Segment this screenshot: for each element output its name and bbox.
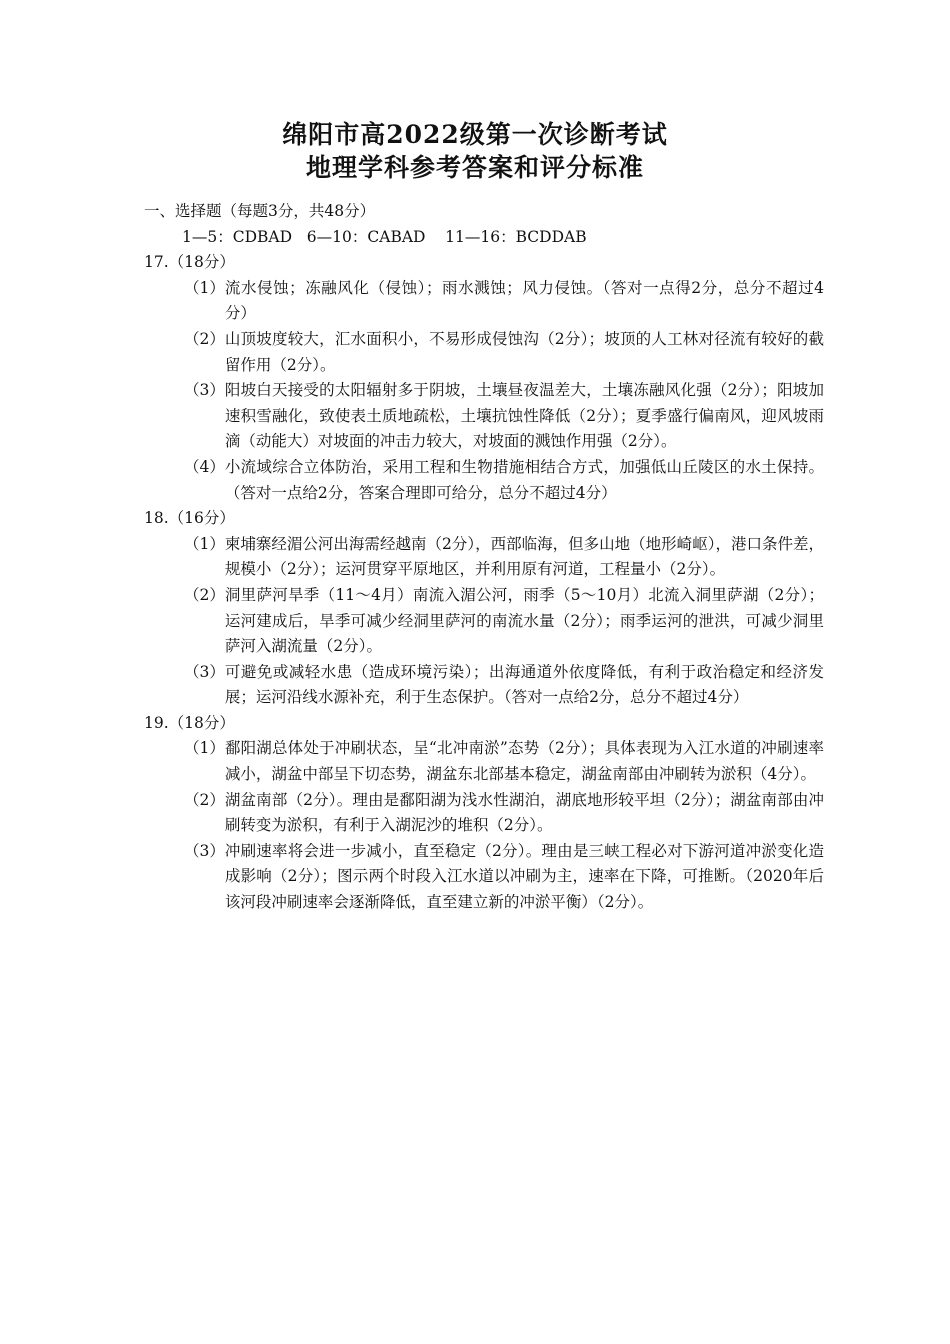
item-text: 鄱阳湖总体处于冲刷状态，呈“北冲南淤”态势（2分）；具体表现为入江水道的冲刷速率减小，湖盆中部呈下切态势，湖盆东北部基本稳定，湖盆南部由冲刷转为淤积（4分）。 (224, 739, 824, 784)
item-number: （3） (184, 381, 225, 400)
answer-item (144, 839, 824, 916)
item-number: （3） (184, 841, 225, 860)
answer-item (144, 455, 824, 506)
item-text: 可避免或减轻水患（造成环境污染）；出海通道外依度降低，有利于政治稳定和经济发展；运河沿线水源补充，利于生态保护。（答对一点给2分，总分不超过4分） (224, 662, 824, 707)
item-number: （2） (184, 329, 225, 348)
answer-item (144, 660, 824, 711)
item-text: 湖盆南部（2分）。理由是鄱阳湖为浅水性湖泊，湖底地形较平坦（2分）；湖盆南部由冲刷转变为淤积，有利于入湖泥沙的堆积（2分）。 (224, 790, 824, 835)
question-heading: 17.（18分） (144, 253, 235, 272)
item-number: （2） (184, 585, 225, 604)
page-subtitle: 地理学科参考答案和评分标准 (305, 153, 644, 182)
question-19 (144, 711, 824, 916)
item-text: 阳坡白天接受的太阳辐射多于阴坡，土壤昼夜温差大，土壤冻融风化强（2分）；阳坡加速积雪融化，致使表土质地疏松，土壤抗蚀性降低（2分）；夏季盛行偏南风，迎风坡雨滴（动能大）对坡面的冲击力较大，对坡面的溅蚀作用强（2分）。 (224, 381, 824, 451)
choice-answers: 1—5：CDBAD 6—10：CABAD 11—16：BCDDAB (182, 227, 587, 246)
item-text: 小流域综合立体防治，采用工程和生物措施相结合方式，加强低山丘陵区的水土保持。（答对一点给2分，答案合理即可给分，总分不超过4分） (224, 457, 824, 502)
answer-item (144, 276, 824, 327)
question-17 (144, 250, 824, 506)
question-heading: 19.（18分） (144, 713, 235, 732)
item-number: （3） (184, 662, 225, 681)
answer-item (144, 532, 824, 583)
item-text: 流水侵蚀；冻融风化（侵蚀）；雨水溅蚀；风力侵蚀。（答对一点得2分，总分不超过4分） (224, 278, 824, 323)
item-number: （2） (184, 790, 225, 809)
answer-item (144, 583, 824, 660)
item-text: 柬埔寨经湄公河出海需经越南（2分），西部临海，但多山地（地形崎岖），港口条件差，规模小（2分）；运河贯穿平原地区，并利用原有河道，工程量小（2分）。 (224, 534, 824, 579)
item-number: （1） (184, 278, 225, 297)
item-text: 冲刷速率将会进一步减小，直至稳定（2分）。理由是三峡工程必对下游河道冲淤变化造成影响（2分）；图示两个时段入江水道以冲刷为主，速率在下降，可推断。（2020年后该河段冲刷速率会逐渐降低，直至建立新的冲淤平衡）（2分）。 (224, 841, 824, 912)
answer-item (144, 378, 824, 455)
item-text: 洞里萨河旱季（11～4月）南流入湄公河，雨季（5～10月）北流入洞里萨湖（2分）；运河建成后，旱季可减少经洞里萨河的南流水量（2分）；雨季运河的泄洪，可减少洞里萨河入湖流量（2分）。 (224, 585, 824, 656)
answer-item (144, 788, 824, 839)
answer-item (144, 327, 824, 378)
item-number: （1） (184, 534, 225, 553)
item-number: （1） (184, 739, 225, 758)
answer-item (144, 736, 824, 787)
item-number: （4） (184, 457, 225, 476)
answer-content (144, 199, 824, 916)
section-choice-heading: 一、选择题（每题3分，共48分） (144, 202, 376, 220)
page-title: 绵阳市高2022级第一次诊断考试 (282, 120, 668, 149)
question-18 (144, 506, 824, 711)
item-text: 山顶坡度较大，汇水面积小，不易形成侵蚀沟（2分）；坡顶的人工林对径流有较好的截留作用（2分）。 (224, 329, 824, 374)
question-heading: 18.（16分） (144, 509, 235, 528)
